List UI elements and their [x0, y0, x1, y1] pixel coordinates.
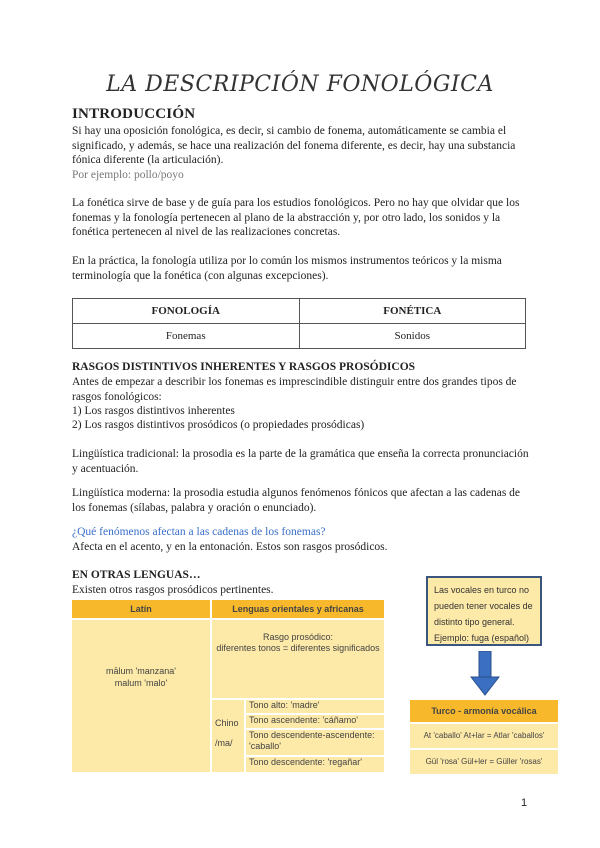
list-item: 1) Los rasgos distintivos inherentes: [72, 405, 235, 417]
tone-row: Tono alto: 'madre': [246, 700, 384, 713]
tone-row: Tono descendente: 'regañar': [246, 757, 384, 772]
down-arrow-icon: [470, 651, 500, 697]
practica-paragraph: En la práctica, la fonología utiliza por lo común los mismos instrumentos teóricos y la misma terminología que la fonética (con algunas excepciones).: [72, 255, 502, 282]
intro-example: Por ejemplo: pollo/poyo: [72, 169, 184, 181]
table-cell: Sonidos: [299, 324, 526, 349]
table-header: Latín: [72, 600, 210, 618]
section-heading-otras-lenguas: EN OTRAS LENGUAS…: [72, 569, 201, 581]
intro-paragraph: Si hay una oposición fonológica, es decir, si cambio de fonema, automáticamente se cambia el significado, y además, se hace una realización del fonema diferente, es decir, hay una substancia fónica diferente (la articulación).: [72, 125, 516, 166]
latin-cell: [72, 620, 210, 772]
chino-cell: [212, 700, 244, 772]
table-header: FONÉTICA: [299, 299, 526, 324]
table-header: FONOLOGÍA: [73, 299, 300, 324]
latin-line: malum 'malo': [114, 678, 168, 688]
question-link: ¿Qué fenómenos afectan a las cadenas de los fonemas?: [72, 526, 326, 538]
turco-row: At 'caballo' At+lar = Atlar 'caballos': [410, 724, 558, 748]
tradicional-paragraph: Lingüística tradicional: la prosodia es la parte de la gramática que enseña la correcta pronunciación y acentuación.: [72, 448, 529, 475]
tone-row: Tono ascendente: 'cáñamo': [246, 715, 384, 728]
rasgos-paragraph: Antes de empezar a describir los fonemas es imprescindible distinguir entre dos grandes tipos de rasgos fonológicos:: [72, 376, 517, 403]
rasgo-text: Rasgo prosódico: diferentes tonos = diferentes significados: [216, 632, 380, 653]
turco-table: [410, 700, 558, 776]
otras-intro: Existen otros rasgos prosódicos pertinentes.: [72, 584, 274, 596]
moderna-paragraph: Lingüística moderna: la prosodia estudia algunos fenómenos fónicos que afectan a las cadenas de los fonemas (sílabas, palabra y oración o enunciado).: [72, 487, 521, 514]
section-heading-introduccion: INTRODUCCIÓN: [72, 106, 196, 122]
answer-text: Afecta en el acento, y en la entonación. Estos son rasgos prosódicos.: [72, 541, 388, 553]
chino-ma: /ma/: [215, 738, 233, 748]
list-item: 2) Los rasgos distintivos prosódicos (o propiedades prosódicas): [72, 419, 365, 431]
turco-row: Gül 'rosa' Gül+ler = Güller 'rosas': [410, 750, 558, 774]
latin-line: mālum 'manzana': [106, 666, 176, 676]
chino-label: Chino: [215, 718, 239, 728]
fonetica-paragraph: La fonética sirve de base y de guía para los estudios fonológicos. Pero no hay que olvidar que los fonemas y la fonología pertenecen al plano de la abstracción y, por otro lado, los sonidos y la fonética pertenecen al nivel de las realizaciones concretas.: [72, 197, 520, 238]
rasgo-cell: [212, 620, 384, 698]
table-header: Turco - armonía vocálica: [410, 700, 558, 722]
page-title: LA DESCRIPCIÓN FONOLÓGICA: [106, 72, 494, 97]
page-number: 1: [521, 797, 528, 809]
section-heading-rasgos: RASGOS DISTINTIVOS INHERENTES Y RASGOS PROSÓDICOS: [72, 361, 416, 373]
tone-row: Tono descendente-ascendente: 'caballo': [246, 730, 384, 755]
fonologia-fonetica-table: [72, 298, 526, 349]
table-cell: Fonemas: [73, 324, 300, 349]
table-header: Lenguas orientales y africanas: [212, 600, 384, 618]
latin-oriental-table: [72, 600, 384, 772]
vocales-note-box: Las vocales en turco no pueden tener vocales de distinto tipo general. Ejemplo: fuga (español): [426, 576, 542, 646]
